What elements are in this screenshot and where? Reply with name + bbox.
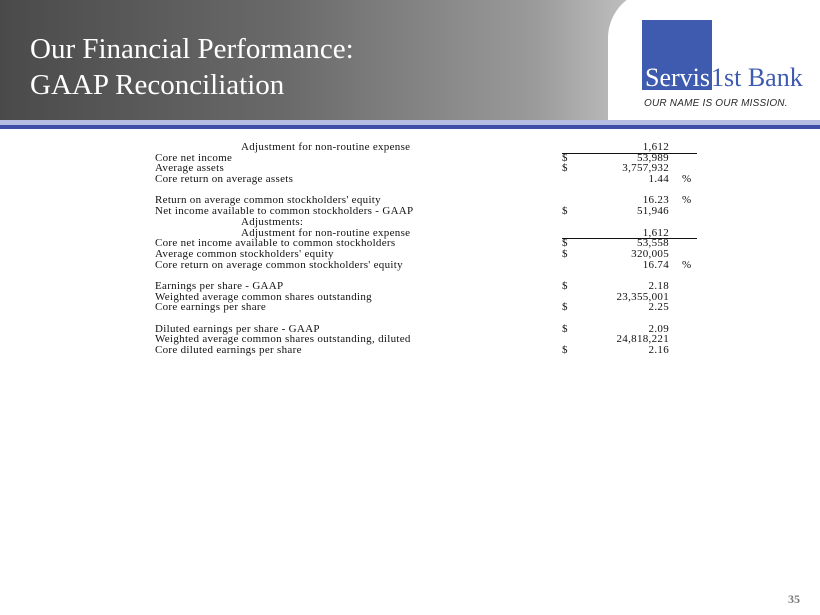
- row-value: 24,818,221: [616, 333, 669, 346]
- row-label: Average assets: [155, 162, 225, 175]
- row-label: Net income available to common stockholders - GAAP: [155, 205, 414, 218]
- row-value: 16.23: [642, 194, 669, 207]
- row-value: 1,612: [642, 141, 669, 153]
- row-value: 1.44: [648, 173, 669, 186]
- row-label: Return on average common stockholders' equity: [155, 194, 381, 207]
- row-label: Core diluted earnings per share: [155, 344, 302, 357]
- row-percent: %: [682, 258, 692, 271]
- header-divider-dark: [0, 125, 820, 129]
- table-row: [155, 142, 715, 153]
- row-label: Diluted earnings per share - GAAP: [155, 322, 320, 335]
- row-value: 2.09: [648, 322, 669, 335]
- row-value: 51,946: [636, 205, 669, 218]
- row-label: Core net income available to common stockholders: [155, 237, 396, 250]
- row-dollar: $: [562, 151, 568, 164]
- row-dollar: $: [562, 247, 568, 260]
- row-label: Weighted average common shares outstanding: [155, 290, 372, 303]
- row-value: 2.25: [648, 301, 669, 314]
- row-label: Core return on average assets: [155, 173, 294, 186]
- row-dollar: $: [562, 301, 568, 314]
- row-percent: %: [682, 173, 692, 186]
- row-value: 53,989: [636, 151, 669, 164]
- header-banner: [0, 0, 820, 120]
- row-dollar: $: [562, 237, 568, 250]
- table-row: [155, 249, 715, 260]
- logo-word-bank: 1st Bank: [711, 63, 803, 92]
- row-value: 1,612: [642, 226, 669, 239]
- row-value: 2.16: [648, 344, 669, 357]
- row-dollar: $: [562, 162, 568, 175]
- table-row: [155, 206, 715, 217]
- logo-word-servis: Servis: [645, 63, 710, 92]
- row-value: 2.18: [648, 279, 669, 292]
- row-value: 23,355,001: [616, 290, 669, 303]
- row-dollar: $: [562, 279, 568, 292]
- table-row: [155, 302, 715, 313]
- row-value: 320,005: [631, 247, 669, 260]
- row-value: 16.74: [642, 258, 669, 271]
- row-label: Core return on average common stockholders' equity: [155, 258, 403, 271]
- row-label: Core earnings per share: [155, 301, 267, 314]
- row-dollar: $: [562, 205, 568, 218]
- slide-title-line1: Our Financial Performance:: [30, 33, 354, 65]
- row-label: Adjustments:: [241, 215, 304, 228]
- table-row: [155, 260, 715, 271]
- table-row: [155, 345, 715, 356]
- slide-title: [30, 31, 354, 103]
- row-label: Earnings per share - GAAP: [155, 279, 284, 292]
- row-dollar: $: [562, 322, 568, 335]
- slide-title-line2: GAAP Reconciliation: [30, 69, 285, 101]
- row-percent: %: [682, 194, 692, 207]
- table-row: [155, 217, 715, 228]
- reconciliation-table: [155, 142, 715, 356]
- page-number: 35: [788, 592, 800, 606]
- row-dollar: $: [562, 344, 568, 357]
- row-value: 3,757,932: [622, 162, 669, 175]
- row-value: 53,558: [636, 237, 669, 250]
- row-label: Core net income: [155, 151, 233, 164]
- logo-tagline: OUR NAME IS OUR MISSION.: [644, 98, 788, 109]
- row-label: Adjustment for non-routine expense: [241, 141, 411, 153]
- row-label: Average common stockholders' equity: [155, 247, 334, 260]
- row-label: Weighted average common shares outstanding, diluted: [155, 333, 411, 346]
- table-row: [155, 174, 715, 185]
- row-label: Adjustment for non-routine expense: [241, 226, 411, 239]
